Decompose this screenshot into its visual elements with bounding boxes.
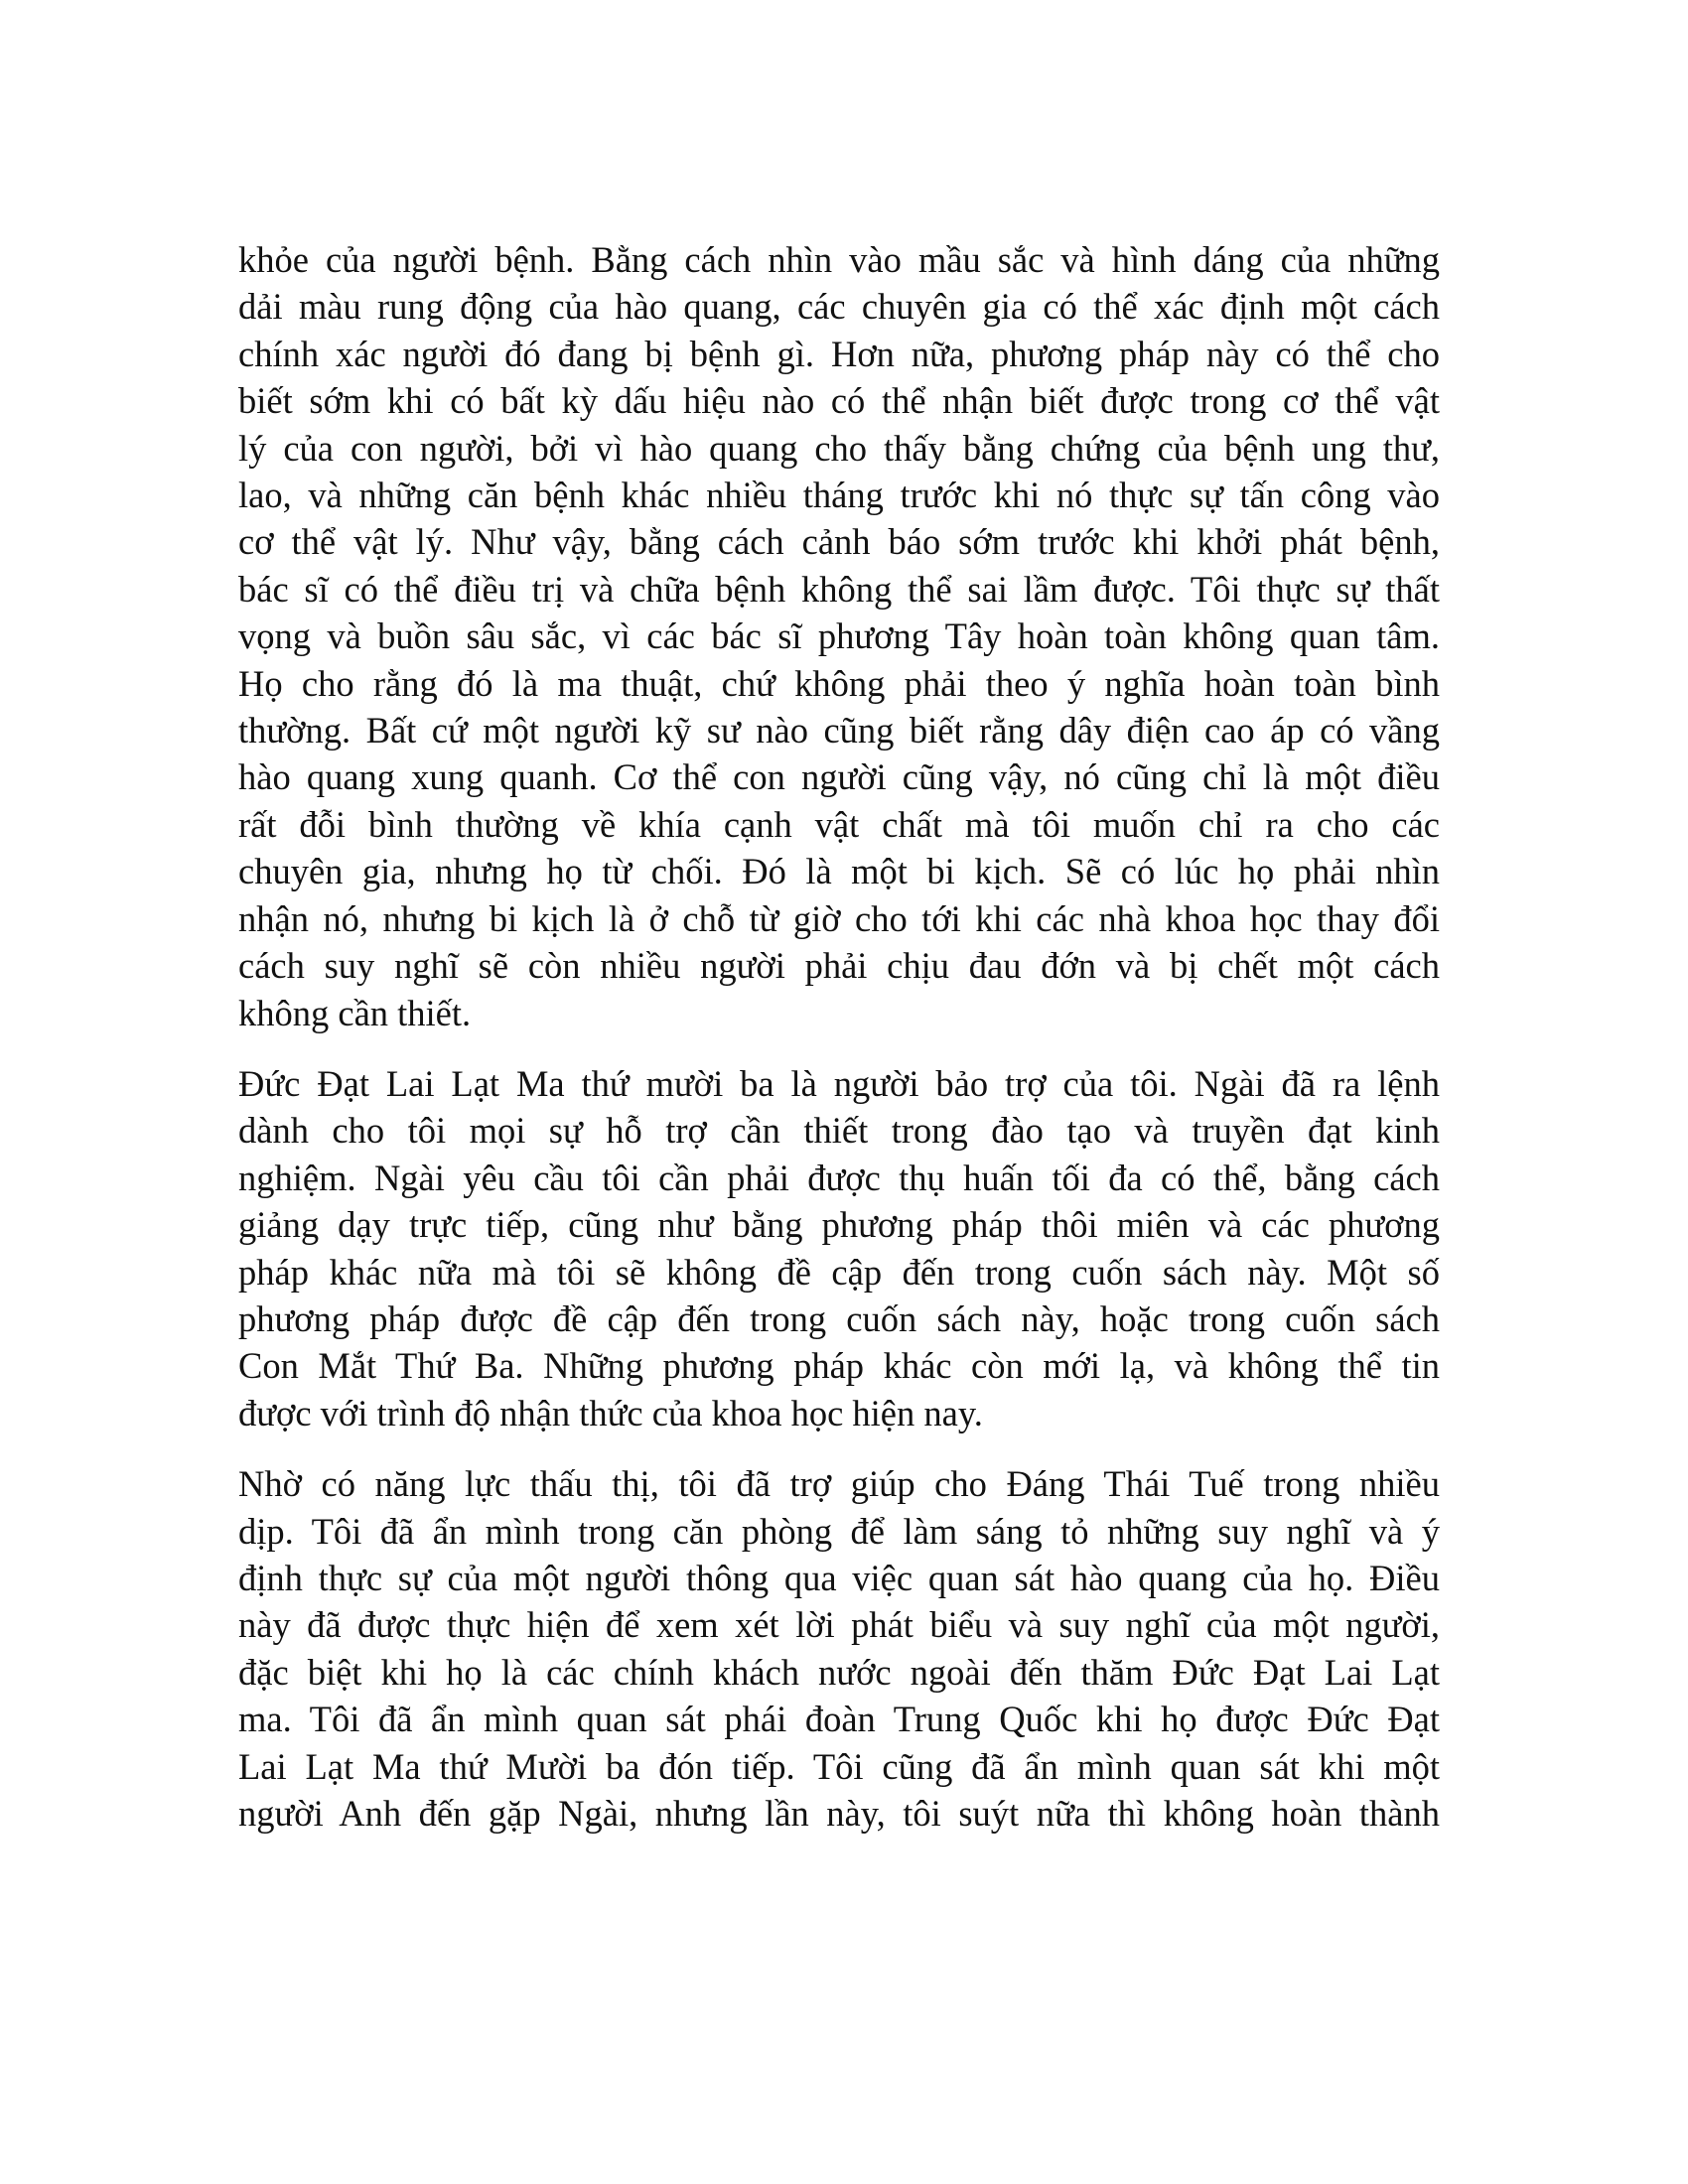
text-line: nghiệm. Ngài yêu cầu tôi cần phải được thụ huấn tối đa có thể, bằng cách xyxy=(238,1157,1440,1198)
text-line: dải màu rung động của hào quang, các chuyên gia có thể xác định một cách xyxy=(238,286,1440,328)
paragraph-1 xyxy=(238,236,1440,1036)
text-line: thường. Bất cứ một người kỹ sư nào cũng biết rằng dây điện cao áp có vầng xyxy=(238,710,1440,751)
text-line: dịp. Tôi đã ẩn mình trong căn phòng để làm sáng tỏ những suy nghĩ và ý xyxy=(238,1510,1440,1552)
text-line: Con Mắt Thứ Ba. Những phương pháp khác còn mới lạ, và không thể tin xyxy=(238,1345,1440,1387)
text-line: ma. Tôi đã ẩn mình quan sát phái đoàn Trung Quốc khi họ được Đức Đạt xyxy=(238,1699,1440,1740)
text-line: Nhờ có năng lực thấu thị, tôi đã trợ giúp cho Đáng Thái Tuế trong nhiều xyxy=(238,1463,1440,1505)
text-line: định thực sự của một người thông qua việc quan sát hào quang của họ. Điều xyxy=(238,1557,1440,1598)
text-line: đặc biệt khi họ là các chính khách nước ngoài đến thăm Đức Đạt Lai Lạt xyxy=(238,1651,1440,1693)
text-line: không cần thiết. xyxy=(238,992,472,1033)
text-line: pháp khác nữa mà tôi sẽ không đề cập đến trong cuốn sách này. Một số xyxy=(238,1251,1440,1293)
text-line: nhận nó, nhưng bi kịch là ở chỗ từ giờ cho tới khi các nhà khoa học thay đổi xyxy=(238,897,1440,939)
text-line: lý của con người, bởi vì hào quang cho thấy bằng chứng của bệnh ung thư, xyxy=(238,427,1440,469)
paragraph-2 xyxy=(238,1060,1440,1436)
text-line: Họ cho rằng đó là ma thuật, chứ không phải theo ý nghĩa hoàn toàn bình xyxy=(238,662,1440,704)
text-line: Lai Lạt Ma thứ Mười ba đón tiếp. Tôi cũng đã ẩn mình quan sát khi một xyxy=(238,1745,1440,1787)
text-line: rất đỗi bình thường về khía cạnh vật chất mà tôi muốn chỉ ra cho các xyxy=(238,803,1440,845)
text-line: cơ thể vật lý. Như vậy, bằng cách cảnh báo sớm trước khi khởi phát bệnh, xyxy=(238,521,1440,563)
text-line: hào quang xung quanh. Cơ thể con người cũng vậy, nó cũng chỉ là một điều xyxy=(238,756,1440,798)
text-line: khỏe của người bệnh. Bằng cách nhìn vào mầu sắc và hình dáng của những xyxy=(238,239,1440,280)
body-text xyxy=(238,236,1440,1860)
text-line: bác sĩ có thể điều trị và chữa bệnh không thể sai lầm được. Tôi thực sự thất xyxy=(238,568,1440,610)
text-line: dành cho tôi mọi sự hỗ trợ cần thiết trong đào tạo và truyền đạt kinh xyxy=(238,1110,1440,1152)
text-line: người Anh đến gặp Ngài, nhưng lần này, tôi suýt nữa thì không hoàn thành xyxy=(238,1793,1440,1834)
text-line: chính xác người đó đang bị bệnh gì. Hơn nữa, phương pháp này có thể cho xyxy=(238,333,1440,374)
text-line: vọng và buồn sâu sắc, vì các bác sĩ phương Tây hoàn toàn không quan tâm. xyxy=(238,615,1440,657)
text-line: biết sớm khi có bất kỳ dấu hiệu nào có thể nhận biết được trong cơ thể vật xyxy=(238,380,1440,422)
paragraph-3 xyxy=(238,1460,1440,1837)
text-line: lao, và những căn bệnh khác nhiều tháng trước khi nó thực sự tấn công vào xyxy=(238,475,1440,516)
text-line: cách suy nghĩ sẽ còn nhiều người phải chịu đau đớn và bị chết một cách xyxy=(238,945,1440,987)
text-line: này đã được thực hiện để xem xét lời phát biểu và suy nghĩ của một người, xyxy=(238,1604,1440,1646)
text-line: phương pháp được đề cập đến trong cuốn sách này, hoặc trong cuốn sách xyxy=(238,1297,1440,1339)
text-line: Đức Đạt Lai Lạt Ma thứ mười ba là người bảo trợ của tôi. Ngài đã ra lệnh xyxy=(238,1062,1440,1104)
text-line: giảng dạy trực tiếp, cũng như bằng phương pháp thôi miên và các phương xyxy=(238,1204,1440,1246)
text-line: chuyên gia, nhưng họ từ chối. Đó là một bi kịch. Sẽ có lúc họ phải nhìn xyxy=(238,851,1440,892)
text-line: được với trình độ nhận thức của khoa học hiện nay. xyxy=(238,1392,983,1433)
